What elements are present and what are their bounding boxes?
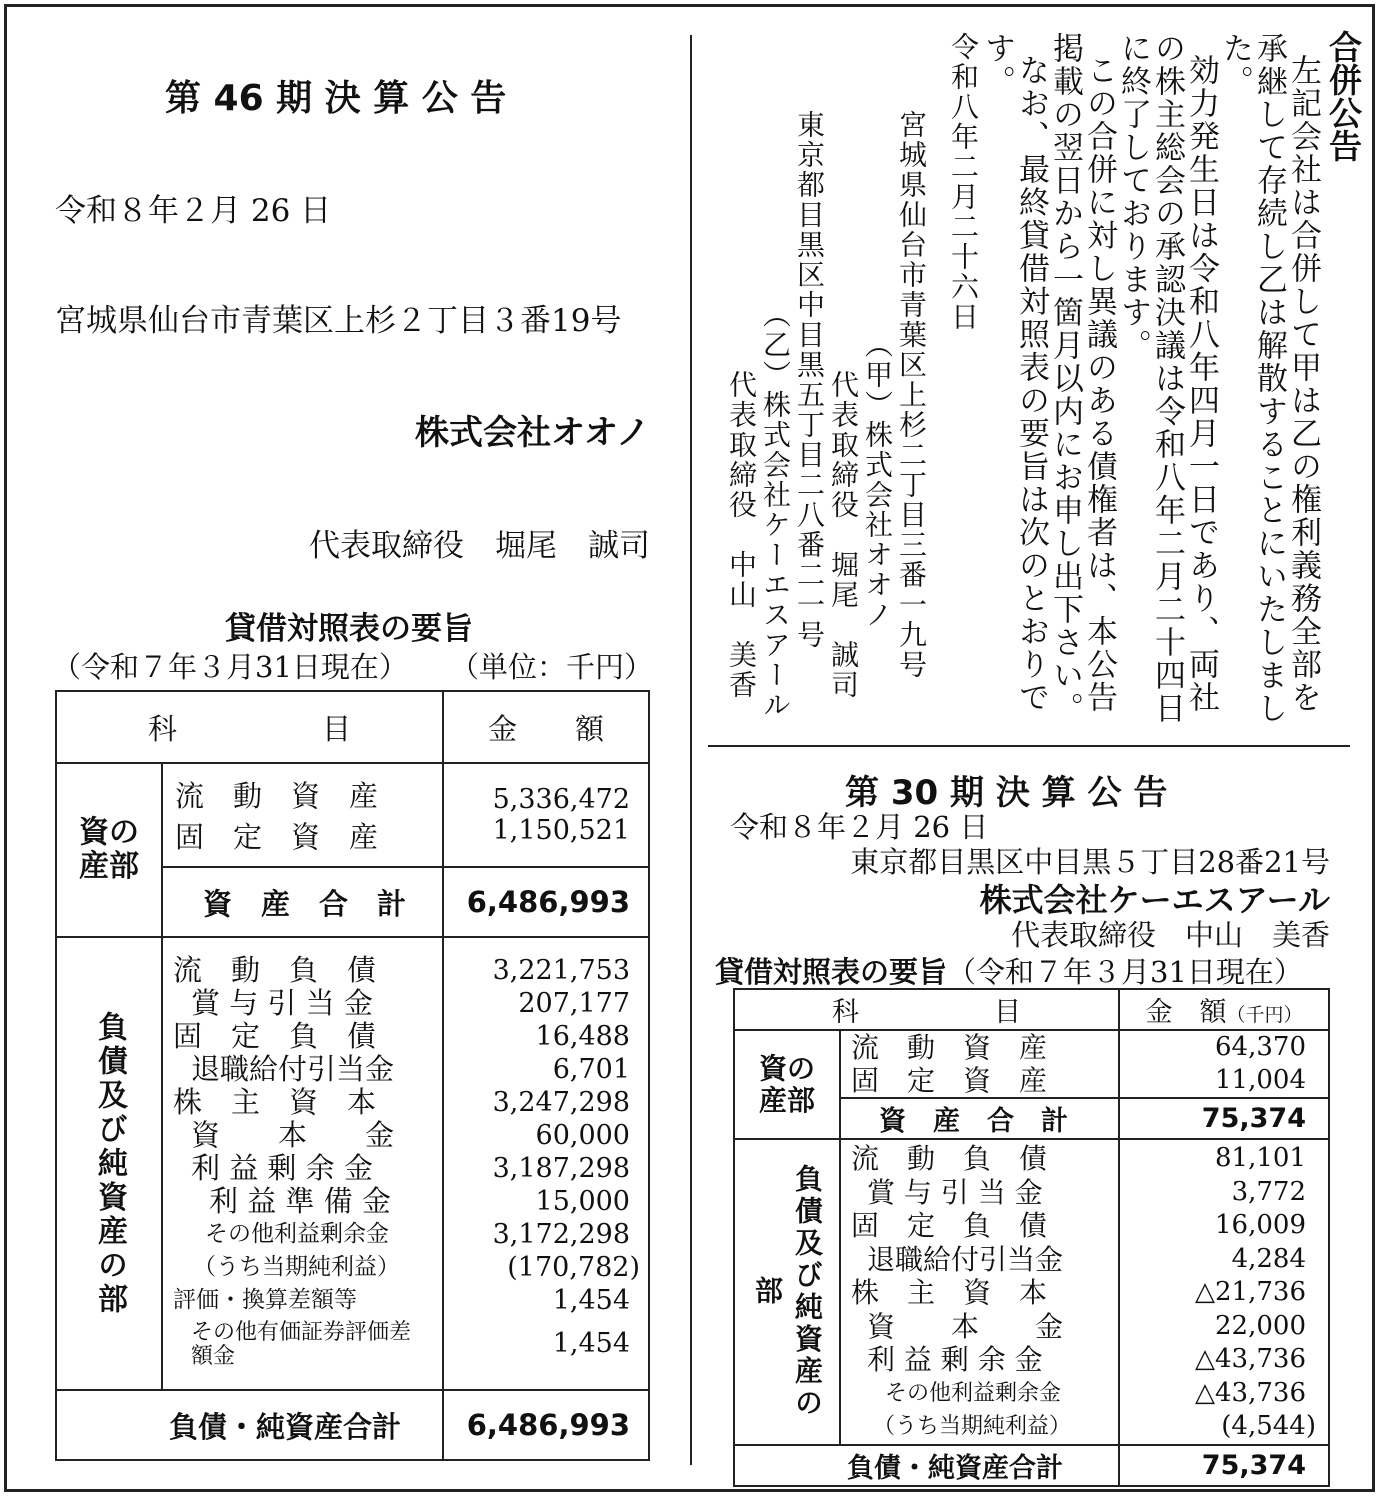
right-bs-heading <box>715 950 1303 991</box>
right-representative: 代表取締役 中山 美香 <box>1010 918 1330 952</box>
merger-title: 合併公告 <box>1324 30 1363 162</box>
right-liab-label: 固 定 負 債 <box>851 1209 1048 1242</box>
right-liab-label: その他利益剰余金 <box>885 1380 1062 1406</box>
left-header-amount: 金 額 <box>443 691 649 763</box>
right-title: 第 30 期 決 算 公 告 <box>845 773 1168 813</box>
right-liab-value: 81,101 <box>1215 1143 1306 1173</box>
merger-line: 代表取締役 中山 美香 <box>725 370 758 700</box>
left-liab-label: その他利益剰余金 <box>205 1221 389 1247</box>
left-asset-label: 流 動 資 産 <box>175 779 379 813</box>
right-header-item: 科 目 <box>734 989 1119 1030</box>
left-liab-value: 6,701 <box>552 1054 630 1085</box>
right-asset-value: 64,370 <box>1215 1032 1306 1062</box>
right-asset-label: 流 動 資 産 <box>851 1031 1048 1064</box>
right-asset-value: 11,004 <box>1215 1065 1306 1095</box>
left-assets-total: 6,486,993 <box>443 867 649 937</box>
right-assets-section-label: 資の産部 <box>734 1030 840 1139</box>
left-liab-values <box>443 937 649 1390</box>
left-header-item: 科 目 <box>56 691 443 763</box>
right-liab-label: （うち当期純利益） <box>873 1414 1072 1439</box>
left-assets-values <box>443 763 649 867</box>
left-balance-sheet <box>55 690 650 1461</box>
merger-line: に終了しております。 <box>1115 32 1151 362</box>
merger-line: 左記会社は合併して甲は乙の権利義務全部を <box>1285 54 1321 714</box>
merger-line: なお、最終貸借対照表の要旨は次のとおりで <box>1013 54 1049 714</box>
left-liab-value: 15,000 <box>535 1186 630 1217</box>
left-liab-value: 3,221,753 <box>492 955 630 986</box>
left-address: 宮城県仙台市青葉区上杉２丁目３番19号 <box>55 303 622 339</box>
left-total: 6,486,993 <box>443 1390 649 1460</box>
left-total-label: 負債・純資産合計 <box>56 1390 443 1460</box>
right-balance-sheet <box>733 988 1330 1487</box>
right-header-amount: 金 額 <box>1145 997 1227 1028</box>
merger-line: この合併に対し異議のある債権者は、本公告 <box>1081 54 1117 714</box>
merger-line: す。 <box>979 32 1015 98</box>
right-liab-label: 資 本 金 <box>867 1309 1064 1343</box>
merger-notice <box>700 30 1363 740</box>
left-asset-value: 5,336,472 <box>492 784 630 815</box>
right-date: 令和８年２月 26 日 <box>730 810 989 844</box>
left-liab-value: 60,000 <box>535 1120 630 1151</box>
right-liab-label: 流 動 負 債 <box>851 1142 1048 1175</box>
left-representative: 代表取締役 堀尾 誠司 <box>309 528 650 564</box>
left-liab-value: (170,782) <box>507 1252 640 1283</box>
left-company: 株式会社オオノ <box>415 413 650 453</box>
right-liab-items <box>840 1139 1119 1445</box>
right-liab-value: △43,736 <box>1195 1344 1306 1374</box>
left-liab-label: その他有価証券評価差額金 <box>191 1320 412 1369</box>
right-address: 東京都目黒区中目黒５丁目28番21号 <box>850 845 1330 879</box>
left-asset-value: 1,150,521 <box>492 815 630 846</box>
merger-line: （乙）株式会社ケーエスアール <box>759 300 792 720</box>
left-liab-label: 利 益 準 備 金 <box>209 1184 391 1218</box>
right-company: 株式会社ケーエスアール <box>979 881 1330 919</box>
right-total: 75,374 <box>1119 1445 1329 1486</box>
right-assets-total: 75,374 <box>1119 1098 1329 1139</box>
left-liab-label: 賞 与 引 当 金 <box>191 986 373 1020</box>
left-liab-label: 流 動 負 債 <box>173 953 377 987</box>
merger-line: （甲）株式会社オオノ <box>861 330 894 630</box>
left-title: 第 46 期 決 算 公 告 <box>165 78 507 119</box>
left-assets-items <box>162 763 443 867</box>
right-liab-value: (4,544) <box>1221 1411 1316 1441</box>
left-liab-label: 評価・換算差額等 <box>173 1287 357 1313</box>
right-bs-date: （令和７年３月31日現在） <box>947 955 1303 989</box>
left-date: 令和８年２月 26 日 <box>55 193 332 229</box>
merger-line: 効力発生日は令和八年四月一日であり、両社 <box>1183 54 1219 714</box>
left-liab-label: 資 本 金 <box>191 1118 395 1152</box>
left-liab-value: 16,488 <box>535 1021 630 1052</box>
left-asset-label: 固 定 資 産 <box>175 820 379 854</box>
left-liab-value: 3,247,298 <box>492 1087 630 1118</box>
merger-line: 東京都目黒区中目黒五丁目二八番二一号 <box>793 110 826 650</box>
right-liab-value: 4,284 <box>1231 1243 1306 1274</box>
right-bs-title: 貸借対照表の要旨 <box>715 955 948 989</box>
right-liab-values <box>1119 1139 1329 1445</box>
left-liab-label: 固 定 負 債 <box>173 1019 377 1053</box>
merger-line: 令和八年二月二十六日 <box>947 32 980 332</box>
right-liab-section-label: 負債及び純資産の部 <box>734 1139 840 1445</box>
merger-line: た。 <box>1217 32 1253 98</box>
right-divider <box>708 745 1350 747</box>
right-liab-label: 利 益 剰 余 金 <box>867 1343 1043 1376</box>
right-header-amount-cell <box>1119 989 1329 1030</box>
right-liab-value: 16,009 <box>1215 1210 1306 1240</box>
merger-line: の株主総会の承認決議は令和八年二月二十四日 <box>1149 32 1185 725</box>
right-liab-value: 22,000 <box>1215 1310 1306 1341</box>
left-liab-section-label: 負債及び純資産の部 <box>56 937 162 1390</box>
left-liab-value: 3,172,298 <box>492 1219 630 1250</box>
merger-line: 承継して存続し乙は解散することにいたしまし <box>1251 32 1287 725</box>
left-bs-title: 貸借対照表の要旨 <box>225 611 473 647</box>
right-liab-value: 3,772 <box>1231 1176 1306 1207</box>
left-liab-value: 207,177 <box>518 988 630 1019</box>
left-liab-value: 3,187,298 <box>492 1153 630 1184</box>
center-divider <box>690 35 692 1465</box>
right-asset-label: 固 定 資 産 <box>851 1064 1048 1097</box>
left-liab-label: 利 益 剰 余 金 <box>191 1151 373 1185</box>
left-bs-date: （令和７年３月31日現在） <box>52 650 408 684</box>
right-assets-items <box>840 1030 1119 1098</box>
merger-line: 掲載の翌日から一箇月以内にお申し出下さい。 <box>1047 32 1083 725</box>
right-liab-value: △43,736 <box>1195 1377 1306 1408</box>
right-total-label: 負債・純資産合計 <box>734 1445 1119 1486</box>
left-liab-items <box>162 937 443 1390</box>
left-liab-value: 1,454 <box>552 1328 630 1359</box>
left-liab-value: 1,454 <box>552 1285 630 1316</box>
right-liab-label: 賞 与 引 当 金 <box>867 1175 1043 1209</box>
right-liab-value: △21,736 <box>1195 1277 1306 1307</box>
left-bs-unit: （単位：千円） <box>450 650 654 684</box>
right-liab-label: 退職給付引当金 <box>867 1242 1064 1276</box>
right-assets-total-label: 資 産 合 計 <box>840 1098 1119 1139</box>
right-liab-label: 株 主 資 本 <box>851 1276 1048 1309</box>
left-liab-label: 退職給付引当金 <box>191 1052 395 1086</box>
right-header-unit: （千円） <box>1226 1004 1303 1026</box>
merger-line: 宮城県仙台市青葉区上杉二丁目三番一九号 <box>895 110 928 680</box>
left-liab-label: （うち当期純利益） <box>193 1254 400 1280</box>
right-assets-values <box>1119 1030 1329 1098</box>
left-assets-total-label: 資 産 合 計 <box>162 867 443 937</box>
left-liab-label: 株 主 資 本 <box>173 1085 377 1119</box>
merger-line: 代表取締役 堀尾 誠司 <box>827 370 860 700</box>
left-assets-section-label: 資の産部 <box>56 763 162 937</box>
